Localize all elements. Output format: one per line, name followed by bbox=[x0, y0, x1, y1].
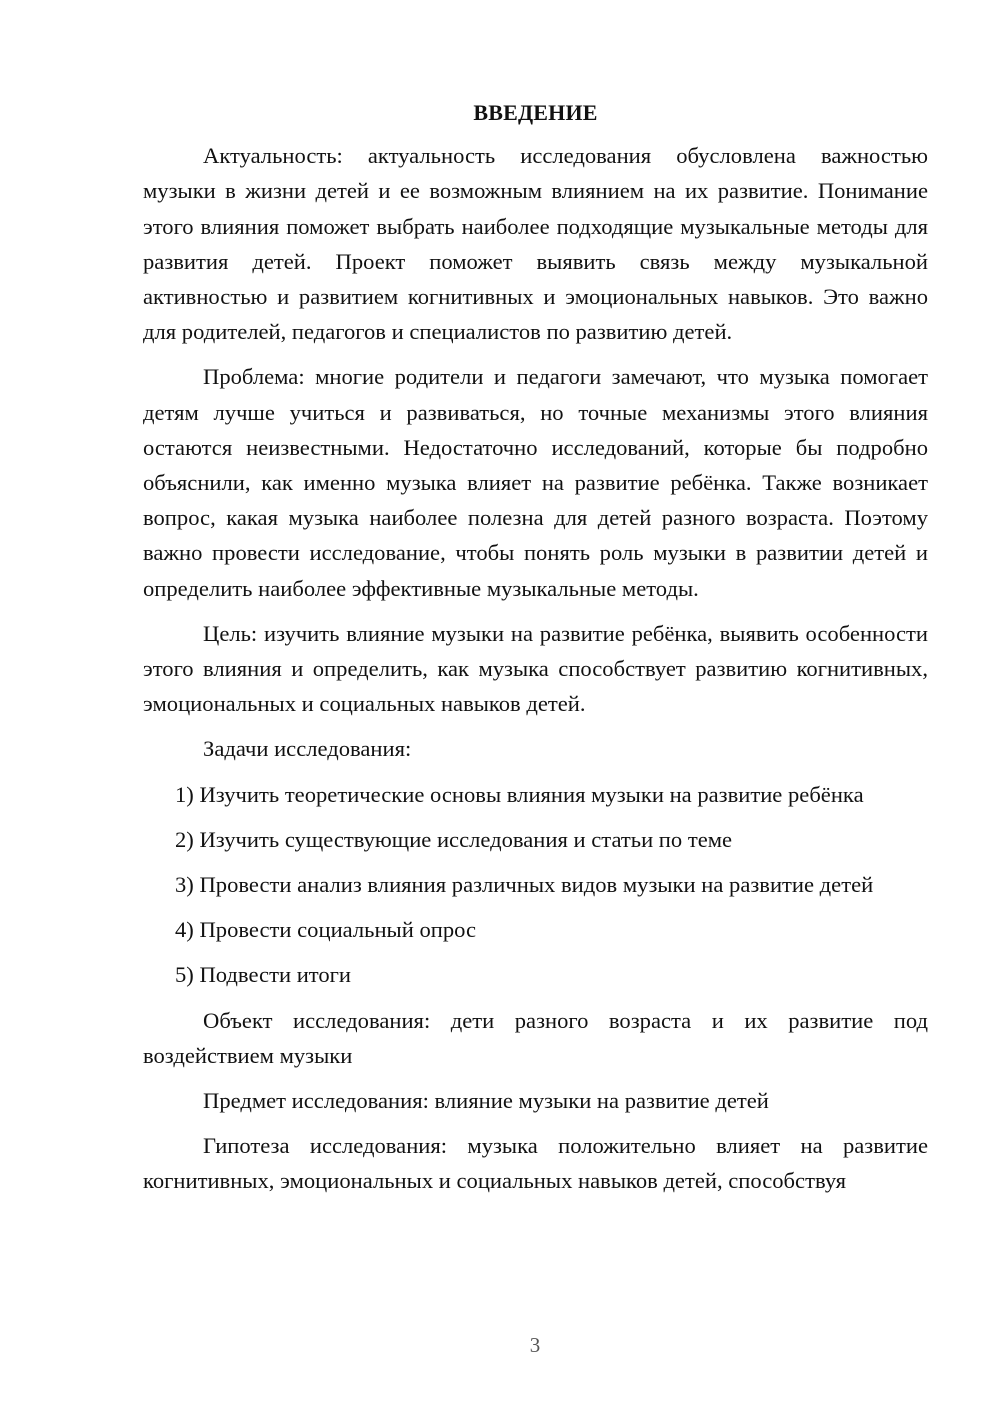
task-item: 4) Провести социальный опрос bbox=[175, 917, 477, 943]
page-title: ВВЕДЕНИЕ bbox=[473, 100, 598, 125]
tasks-heading: Задачи исследования: bbox=[203, 736, 412, 762]
problem-paragraph: Проблема: многие родители и педагоги замечают, что музыка помогает детям лучше учиться и развиваться, но точные механизмы этого влияния остаются неизвестными. Недостаточно исследований, которые бы подробно объяснили, как именно музыка влияет на развитие ребёнка. Также возникает вопрос, какая музыка наиболее полезна для детей разного возраста. Поэтому важно провести исследование, чтобы понять роль музыки в развитии детей и определить наиболее эффективные музыкальные методы. bbox=[143, 364, 928, 601]
hypothesis-paragraph: Гипотеза исследования: музыка положительно влияет на развитие когнитивных, эмоциональных и социальных навыков детей, способствуя bbox=[143, 1133, 928, 1194]
task-item: 2) Изучить существующие исследования и статьи по теме bbox=[175, 826, 733, 852]
task-item: 1) Изучить теоретические основы влияния музыки на развитие ребёнка bbox=[175, 781, 864, 807]
task-item: 3) Провести анализ влияния различных видов музыки на развитие детей bbox=[175, 872, 874, 898]
page-content bbox=[143, 95, 928, 1199]
goal-paragraph: Цель: изучить влияние музыки на развитие ребёнка, выявить особенности этого влияния и определить, как музыка способствует развитию когнитивных, эмоциональных и социальных навыков детей. bbox=[143, 620, 928, 717]
task-item: 5) Подвести итоги bbox=[175, 962, 352, 988]
object-paragraph: Объект исследования: дети разного возраста и их развитие под воздействием музыки bbox=[143, 1007, 928, 1068]
relevance-paragraph: Актуальность: актуальность исследования обусловлена важностью музыки в жизни детей и ее возможным влиянием на их развитие. Понимание этого влияния поможет выбрать наиболее подходящие музыкальные методы для развития детей. Проект поможет выявить связь между музыкальной активностью и развитием когнитивных и эмоциональных навыков. Это важно для родителей, педагогов и специалистов по развитию детей. bbox=[143, 143, 928, 345]
subject-paragraph: Предмет исследования: влияние музыки на развитие детей bbox=[203, 1088, 769, 1114]
page-number: 3 bbox=[529, 1333, 541, 1357]
